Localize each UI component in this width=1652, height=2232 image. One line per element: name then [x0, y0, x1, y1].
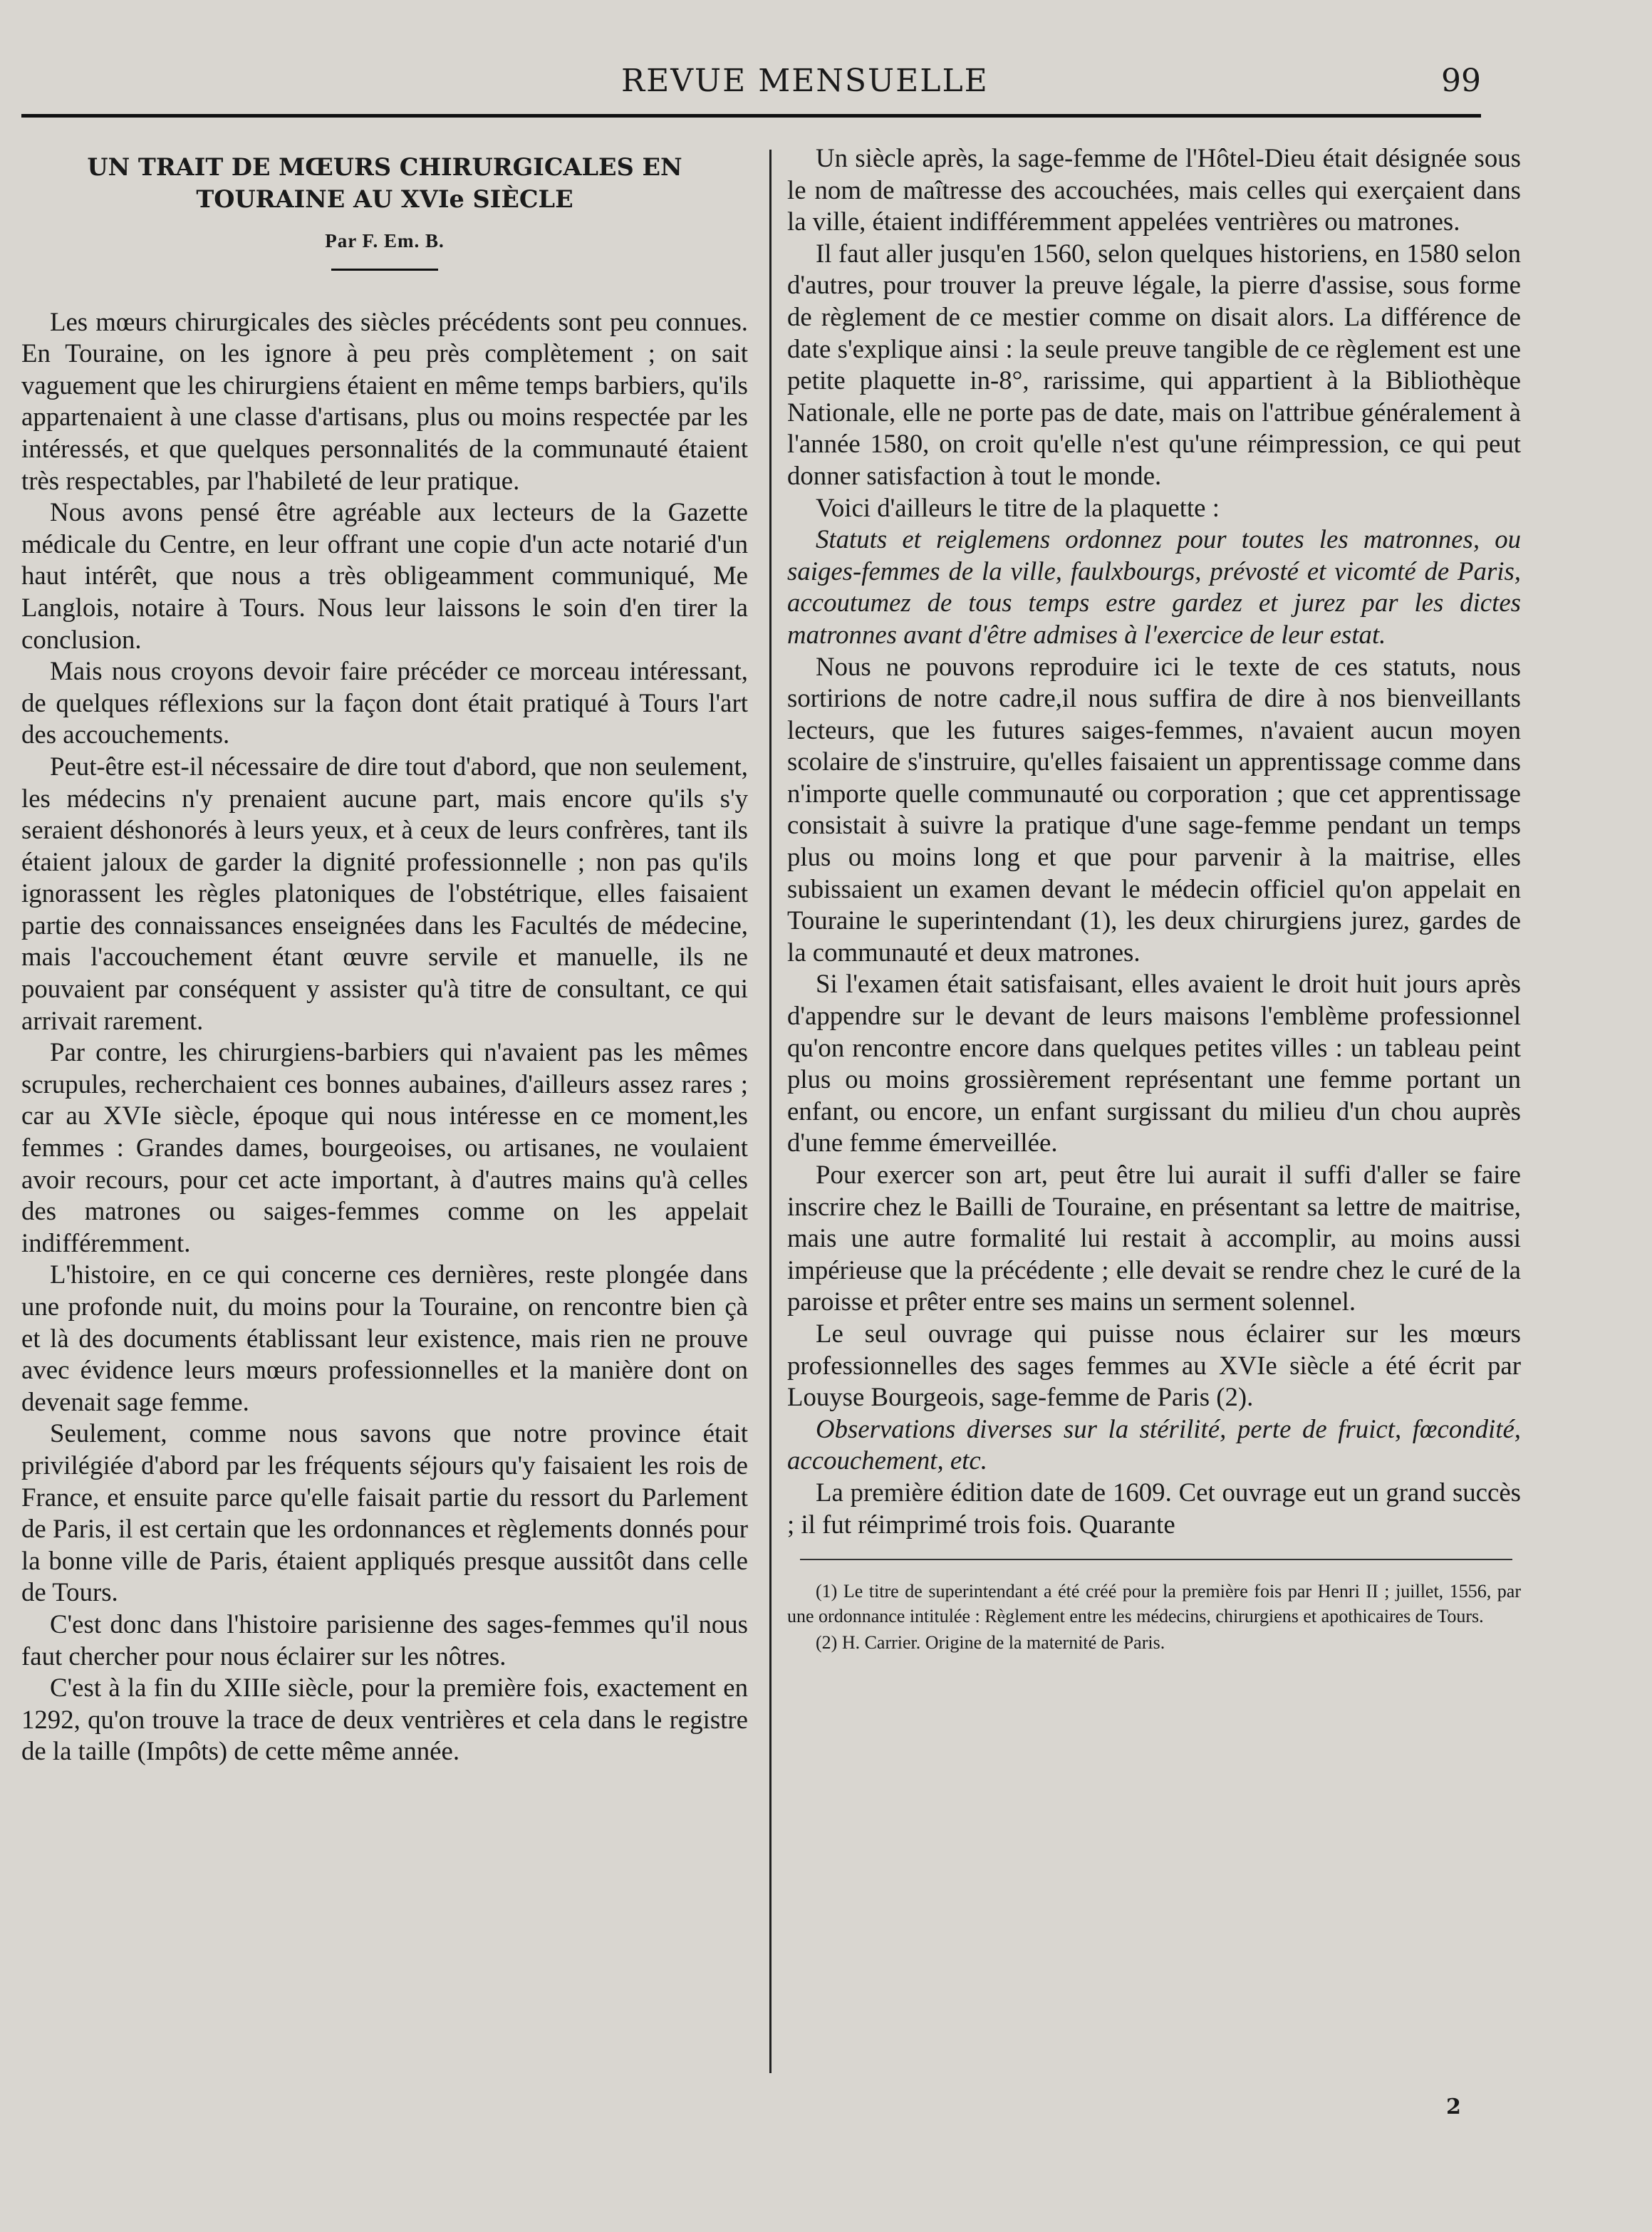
paragraph: Si l'examen était satisfaisant, elles avaient le droit huit jours après d'appendre sur le devant de leurs maisons l'emblème professionnel qu'on rencontre encore dans quelques petites villes : un tableau peint plus ou moins grossièrement représentant une femme portant un enfant, ou encore, un enfant surgissant du milieu d'un chou auprès d'une femme émerveillée.	[787, 969, 1521, 1158]
journal-title: REVUE MENSUELLE	[621, 63, 989, 99]
quoted-title: Statuts et reiglemens ordonnez pour toutes les matronnes, ou saiges-femmes de la ville, faulxbourgs, prévosté et vicomté de Paris, accoutumez de tous temps estre gardez et jurez par les dictes matronnes avant d'être admises à l'exercice de leur estat.	[787, 524, 1521, 649]
paragraph: Pour exercer son art, peut être lui aurait il suffi d'aller se faire inscrire chez le Bailli de Touraine, en présentant sa lettre de maitrise, mais une autre formalité lui restait à accomplir, au moins aussi impérieuse que la précédente ; elle devait se rendre chez le curé de la paroisse et prêter entre ses mains un serment solennel.	[787, 1160, 1521, 1317]
paragraph: C'est donc dans l'histoire parisienne des sages-femmes qu'il nous faut chercher pour nous éclairer sur les nôtres.	[21, 1609, 748, 1671]
paragraph: Peut-être est-il nécessaire de dire tout d'abord, que non seulement, les médecins n'y prenaient aucune part, mais encore qu'ils s'y seraient déshonorés à leurs yeux, et à ceux de leurs confrères, tant ils étaient jaloux de garder la dignité professionnelle ; non pas qu'ils ignorassent les règles platoniques de l'obstétrique, elles faisaient partie des connaissances enseignées dans les Facultés de médecine, mais l'accouchement étant œuvre servile et manuelle, ils ne pouvaient par conséquent y assister qu'à titre de consultant, ce qui arrivait rarement.	[21, 751, 748, 1035]
column-divider	[769, 150, 772, 2073]
paragraph: Il faut aller jusqu'en 1560, selon quelques historiens, en 1580 selon d'autres, pour trouver la preuve légale, la pierre d'assise, sous forme de règlement de ce mestier comme on disait alors. La différence de date s'explique ainsi : la seule preuve tangible de ce règlement est une petite plaquette in-8°, rarissime, qui appartient à la Bibliothèque Nationale, elle ne porte pas de date, mais on l'attribue généralement à l'année 1580, on croit qu'elle n'est qu'une réimpression, ce qui peut donner satisfaction à tout le monde.	[787, 238, 1521, 490]
right-column	[787, 142, 1521, 1655]
header-rule	[21, 114, 1481, 118]
article-title: UN TRAIT DE MŒURS CHIRURGICALES EN TOURAINE AU XVIe SIÈCLE	[87, 153, 682, 213]
running-head	[0, 63, 1652, 105]
paragraph: Nous ne pouvons reproduire ici le texte de ces statuts, nous sortirions de notre cadre,il nous suffira de dire à nos bienveillants lecteurs, que les futures saiges-femmes, n'avaient aucun moyen scolaire de s'instruire, qu'elles faisaient un apprentissage comme dans n'importe quelle communauté ou corporation ; que cet apprentissage consistait à suivre la pratique d'une sage-femme pendant un temps plus ou moins long et que pour parvenir à la maitrise, elles subissaient un examen devant le médecin officiel qu'on appelait en Touraine le superintendant (1), les deux chirurgiens jurez, gardes de la communauté et deux matrones.	[787, 651, 1521, 967]
left-column	[21, 142, 748, 1768]
signature-mark: 2	[1446, 2095, 1461, 2119]
book-title: Observations diverses sur la stérilité, perte de fruict, fœcondité, accouchement, etc.	[787, 1413, 1521, 1475]
article-byline: Par F. Em. B.	[325, 230, 445, 251]
paragraph: Seulement, comme nous savons que notre province était privilégiée d'abord par les fréquents séjours qu'y faisaient les rois de France, et ensuite parce qu'elle faisait partie du ressort du Parlement de Paris, il est certain que les ordonnances et règlements donnés pour la bonne ville de Paris, étaient appliqués presque aussitôt dans celle de Tours.	[21, 1418, 748, 1607]
paragraph: La première édition date de 1609. Cet ouvrage eut un grand succès ; il fut réimprimé trois fois. Quarante	[787, 1477, 1521, 1539]
paragraph: Nous avons pensé être agréable aux lecteurs de la Gazette médicale du Centre, en leur offrant une copie d'un acte notarié d'un haut intérêt, que nous a très obligeamment communiqué, Me Langlois, notaire à Tours. Nous leur laissons le soin d'en tirer la conclusion.	[21, 497, 748, 654]
paragraph: Un siècle après, la sage-femme de l'Hôtel-Dieu était désignée sous le nom de maîtresse des accouchées, mais celles qui exerçaient dans la ville, étaient indifféremment appelées ventrières ou matrones.	[787, 143, 1521, 237]
paragraph: Voici d'ailleurs le titre de la plaquette :	[816, 492, 1220, 522]
footnote: (1) Le titre de superintendant a été créé pour la première fois par Henri II ; juillet, 1556, par une ordonnance intitulée : Règlement entre les médecins, chirurgiens et apothicaires de Tours.	[787, 1581, 1521, 1627]
paragraph: Mais nous croyons devoir faire précéder ce morceau intéressant, de quelques réflexions sur la façon dont était pratiqué à Tours l'art des accouchements.	[21, 656, 748, 749]
footnote: (2) H. Carrier. Origine de la maternité de Paris.	[816, 1632, 1165, 1654]
footnotes-rule	[800, 1559, 1512, 1560]
paragraph: Les mœurs chirurgicales des siècles précédents sont peu connues. En Touraine, on les ignore à peu près complètement ; on sait vaguement que les chirurgiens étaient en même temps barbiers, qu'ils appartenaient à une classe d'artisans, plus ou moins respectée par les intéressés, et que quelques personnalités de la communauté étaient très respectables, par l'habileté de leur pratique.	[21, 306, 748, 495]
paragraph: Par contre, les chirurgiens-barbiers qui n'avaient pas les mêmes scrupules, recherchaient ces bonnes aubaines, d'ailleurs assez rares ; car au XVIe siècle, époque qui nous intéresse en ce moment,les femmes : Grandes dames, bourgeoises, ou artisanes, ne voulaient avoir recours, pour cet acte important, à d'autres mains qu'à celles des matrones ou saiges-femmes comme on les appelait indifféremment.	[21, 1037, 748, 1257]
paragraph: L'histoire, en ce qui concerne ces dernières, reste plongée dans une profonde nuit, du moins pour la Touraine, on rencontre bien çà et là des documents établissant leur existence, mais rien ne prouve avec évidence leurs mœurs professionnelles et la manière dont on devenait sage femme.	[21, 1260, 748, 1416]
page-number: 99	[1441, 63, 1481, 99]
paragraph: Le seul ouvrage qui puisse nous éclairer sur les mœurs professionnelles des sages femmes au XVIe siècle a été écrit par Louyse Bourgeois, sage-femme de Paris (2).	[787, 1318, 1521, 1412]
paragraph: C'est à la fin du XIIIe siècle, pour la première fois, exactement en 1292, qu'on trouve la trace de deux ventrières et cela dans le registre de la taille (Impôts) de cette même année.	[21, 1673, 748, 1766]
title-rule	[331, 269, 438, 271]
